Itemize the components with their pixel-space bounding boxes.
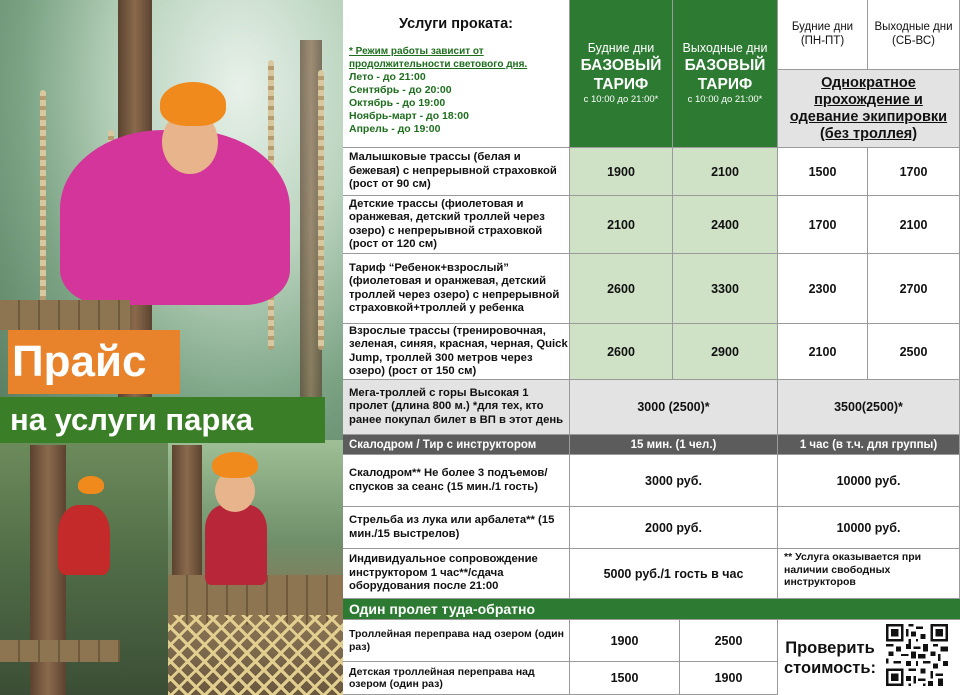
single-pass-header: Однократное прохождение и одевание экипировки (без троллея): [778, 70, 960, 148]
instructor-service-price-15min: 3000 руб.: [570, 455, 778, 507]
helmet-icon: [78, 476, 104, 494]
return-trip-weekday-price: 1500: [570, 662, 680, 695]
mega-trolley-weekend-price: 3500(2500)*: [778, 380, 960, 435]
instructor-bar-col2: 1 час (в т.ч. для группы): [778, 435, 960, 455]
base-weekend-price: 2100: [673, 148, 778, 196]
return-trip-description: Троллейная переправа над озером (один раз): [343, 620, 570, 662]
weekend-base-tariff-header: Выходные дни БАЗОВЫЙ ТАРИФ с 10:00 до 21:00*: [673, 0, 778, 148]
route-description: Взрослые трассы (тренировочная, зеленая, синяя, красная, черная, Quick Jump, троллей 300 метров через озеро) (рост от 150 см): [343, 324, 570, 380]
schedule-item: Апрель - до 19:00: [349, 123, 441, 135]
instructor-availability-note: ** Услуга оказывается при наличии свободных инструкторов: [778, 549, 960, 599]
route-description: Детские трассы (фиолетовая и оранжевая, детский троллей через озеро) с непрерывной страховкой (рост от 120 см): [343, 196, 570, 254]
base-weekend-price: 3300: [673, 254, 778, 324]
base-weekday-price: 2100: [570, 196, 673, 254]
climber-jacket: [58, 505, 110, 575]
base-weekend-price: 2400: [673, 196, 778, 254]
return-trip-weekend-price: 1900: [680, 662, 778, 695]
weekday-base-tariff-header: Будние дни БАЗОВЫЙ ТАРИФ с 10:00 до 21:00*: [570, 0, 673, 148]
single-weekend-price: 2700: [868, 254, 960, 324]
rental-title: Услуги проката:: [398, 16, 514, 32]
qr-code-icon[interactable]: [884, 622, 950, 688]
single-weekday-price: 1700: [778, 196, 868, 254]
instructor-service-price-15min: 5000 руб./1 гость в час: [570, 549, 778, 599]
instructor-service-price-1h: 10000 руб.: [778, 455, 960, 507]
base-weekday-price: 1900: [570, 148, 673, 196]
single-weekday-price: 2100: [778, 324, 868, 380]
check-price-label: Проверить стоимость:: [783, 639, 876, 677]
kid-shirt: [205, 505, 267, 585]
instructor-bar-col1: 15 мин. (1 чел.): [570, 435, 778, 455]
return-trip-weekday-price: 1900: [570, 620, 680, 662]
single-weekend-price: 2100: [868, 196, 960, 254]
rope: [318, 70, 324, 350]
single-weekday-price: 1500: [778, 148, 868, 196]
route-description: Тариф “Ребенок+взрослый” (фиолетовая и оранжевая, детский троллей через озеро) с непрерывной страховкой+троллей у ребенка: [343, 254, 570, 324]
price-title-badge: Прайс: [8, 330, 180, 394]
instructor-service-price-1h: 10000 руб.: [778, 507, 960, 549]
return-trip-weekend-price: 2500: [680, 620, 778, 662]
return-trip-bar: Один пролет туда-обратно: [343, 599, 960, 620]
instructor-service-description: Стрельба из лука или арбалета** (15 мин./15 выстрелов): [343, 507, 570, 549]
wooden-platform: [0, 640, 120, 662]
price-table: [343, 0, 960, 695]
instructor-service-price-15min: 2000 руб.: [570, 507, 778, 549]
route-description: Малышковые трассы (белая и бежевая) с непрерывной страховкой (рост от 90 см): [343, 148, 570, 196]
rental-header: [343, 0, 570, 148]
schedule-item: Ноябрь-март - до 18:00: [349, 110, 469, 122]
schedule-item: Октябрь - до 19:00: [349, 97, 446, 109]
single-weekend-price: 2500: [868, 324, 960, 380]
instructor-bar-label: Скалодром / Тир с инструктором: [343, 435, 570, 455]
helmet-icon: [212, 452, 258, 478]
schedule-note: * Режим работы зависит от продолжительности светового дня.: [349, 46, 528, 70]
single-weekend-price: 1700: [868, 148, 960, 196]
park-services-badge: на услуги парка: [0, 397, 325, 443]
schedule-item: Лето - до 21:00: [349, 71, 426, 83]
base-weekday-price: 2600: [570, 324, 673, 380]
helmet-icon: [160, 82, 226, 126]
return-trip-description: Детская троллейная переправа над озером (один раз): [343, 662, 570, 695]
base-weekday-price: 2600: [570, 254, 673, 324]
instructor-service-description: Индивидуальное сопровождение инструктором 1 час**/сдача оборудования после 21:00: [343, 549, 570, 599]
schedule-item: Сентябрь - до 20:00: [349, 84, 452, 96]
base-weekend-price: 2900: [673, 324, 778, 380]
instructor-service-description: Скалодром** Не более 3 подъемов/спусков за сеанс (15 мин./1 гость): [343, 455, 570, 507]
wooden-platform: [0, 300, 130, 330]
weekend-short-header: Выходные дни (СБ-ВС): [868, 0, 960, 70]
weekday-short-header: Будние дни (ПН-ПТ): [778, 0, 868, 70]
mega-trolley-weekday-price: 3000 (2500)*: [570, 380, 778, 435]
rope-net: [168, 615, 343, 695]
mega-trolley-description: Мега-троллей с горы Высокая 1 пролет (длина 800 м.) *для тех, кто ранее покупал билет в ВП в этот день: [343, 380, 570, 435]
single-weekday-price: 2300: [778, 254, 868, 324]
